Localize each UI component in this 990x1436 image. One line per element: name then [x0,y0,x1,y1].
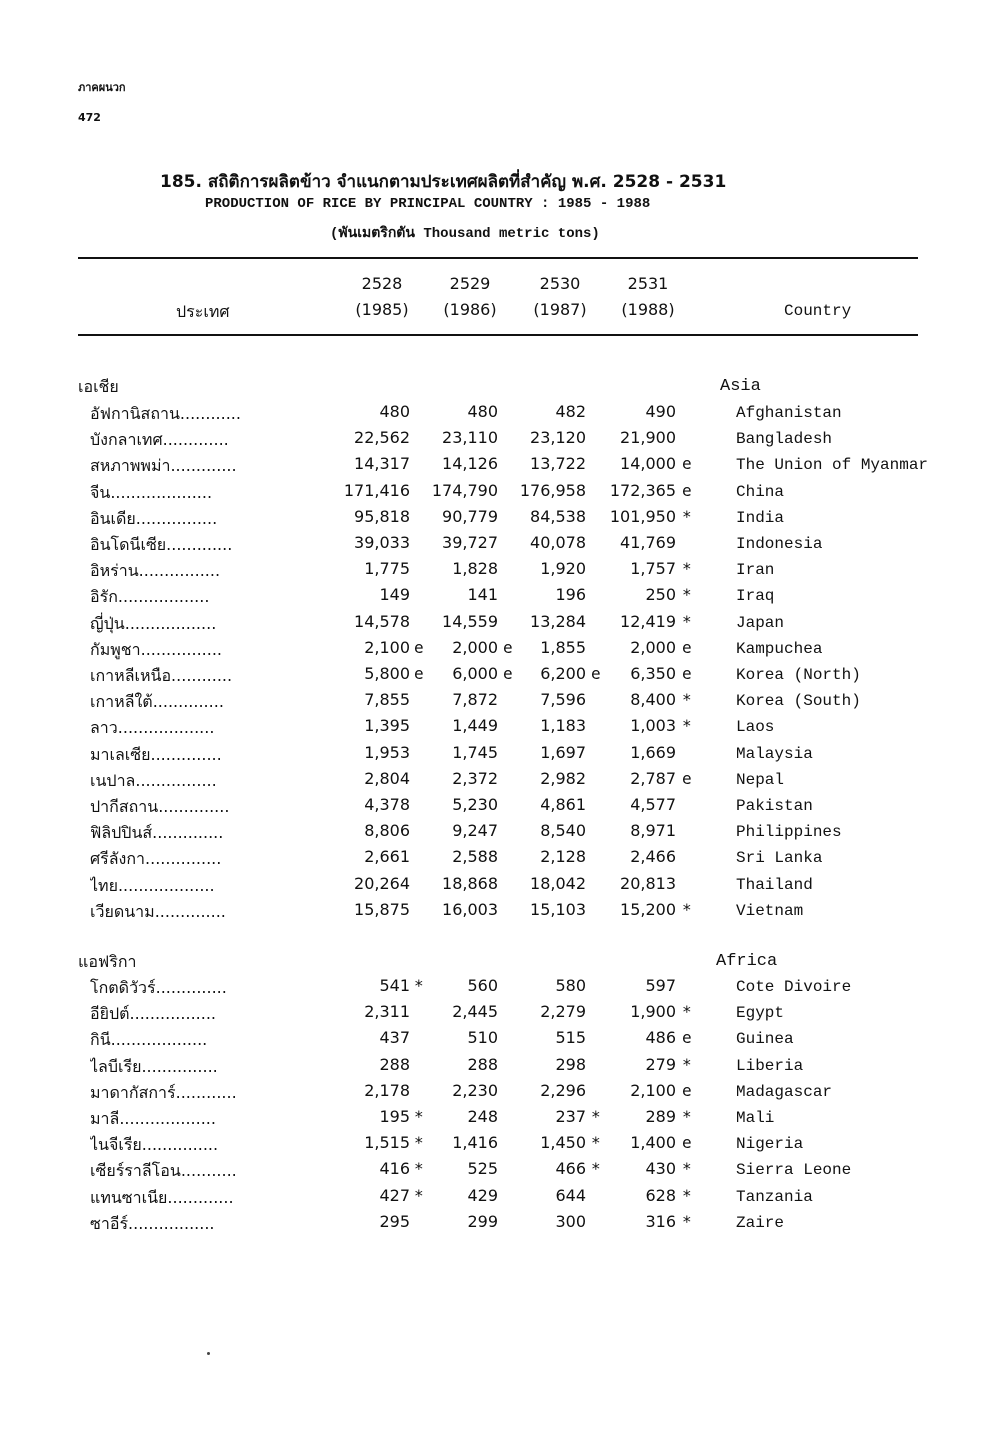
section-label: ภาคผนวก [78,81,126,94]
row-value-flag: * [682,1159,692,1178]
row-value-flag: * [682,1212,692,1231]
row-value-flag: * [414,1159,424,1178]
row-value-flag: e [682,769,692,788]
row-value: 8,971 [630,821,676,840]
row-value: 18,868 [442,874,498,893]
row-country-thai: จีน.................... [90,483,213,502]
row-value: 21,900 [620,428,676,447]
row-value: 14,126 [442,454,498,473]
row-country-english: Liberia [736,1057,804,1075]
row-country-english: Philippines [736,823,842,841]
row-value: 2,982 [540,769,586,788]
row-value: 2,230 [452,1081,498,1100]
row-country-thai: อิหร่าน................ [90,561,221,580]
row-value: 15,200 [620,900,676,919]
row-value: 2,279 [540,1002,586,1021]
row-value: 525 [467,1159,498,1178]
row-value: 23,120 [530,428,586,447]
row-value: 13,284 [530,612,586,631]
row-value: 13,722 [530,454,586,473]
row-value: 2,787 [630,769,676,788]
row-country-english: Laos [736,718,775,736]
row-value: 1,395 [364,716,410,735]
row-value: 2,445 [452,1002,498,1021]
row-value: 1,003 [630,716,676,735]
row-value-flag: e [503,664,513,683]
row-country-english: Mali [736,1109,775,1127]
row-value-flag: * [682,1107,692,1126]
row-value: 1,450 [540,1133,586,1152]
row-value: 1,920 [540,559,586,578]
row-value: 1,697 [540,743,586,762]
row-value: 480 [467,402,498,421]
row-country-english: Japan [736,614,785,632]
row-value: 16,003 [442,900,498,919]
row-value: 560 [467,976,498,995]
row-value-flag: * [591,1107,601,1126]
row-value-flag: * [682,716,692,735]
row-value-flag: * [682,585,692,604]
table-title-thai: 185. สถิติการผลิตข้าว จำแนกตามประเทศผลิตที่สำคัญ พ.ศ. 2528 - 2531 [160,172,727,192]
header-year-ce: (1985) [355,300,409,319]
region-label-thai: เอเชีย [78,377,119,396]
row-country-thai: เกาหลีเหนือ............ [90,666,233,685]
page-number: 472 [78,111,101,124]
row-value: 250 [645,585,676,604]
row-value: 2,000 [452,638,498,657]
row-country-english: Iran [736,561,775,579]
row-value-flag: e [682,1133,692,1152]
row-value: 1,745 [452,743,498,762]
row-value: 14,317 [354,454,410,473]
row-value: 7,872 [452,690,498,709]
row-value: 430 [645,1159,676,1178]
row-value: 4,378 [364,795,410,814]
row-value-flag: e [682,481,692,500]
row-country-english: Zaire [736,1214,785,1232]
row-country-english: Tanzania [736,1188,813,1206]
row-value-flag: * [682,1055,692,1074]
header-year-be: 2529 [449,274,491,293]
row-country-thai: เซียร์ราลีโอน........... [90,1161,237,1180]
row-country-thai: กัมพูชา................ [90,640,222,659]
table-unit: (พันเมตริกตัน Thousand metric tons) [330,226,600,242]
row-country-english: Sri Lanka [736,849,823,867]
row-value: 299 [467,1212,498,1231]
row-value: 196 [555,585,586,604]
row-value: 466 [555,1159,586,1178]
row-value: 510 [467,1028,498,1047]
row-value: 300 [555,1212,586,1231]
header-bottom-rule [78,334,918,336]
row-country-thai: ญี่ปุ่น.................. [90,614,217,633]
row-country-thai: อียิปต์................. [90,1004,216,1023]
row-country-thai: อินเดีย................ [90,509,218,528]
row-value: 15,875 [354,900,410,919]
row-value: 2,804 [364,769,410,788]
row-country-english: Nepal [736,771,785,789]
row-country-thai: ลาว................... [90,718,215,737]
row-value-flag: e [682,664,692,683]
row-value: 84,538 [530,507,586,526]
row-value: 597 [645,976,676,995]
row-value: 427 [379,1186,410,1205]
row-value: 23,110 [442,428,498,447]
row-value-flag: * [682,1186,692,1205]
stray-mark [207,1352,210,1355]
row-value: 39,033 [354,533,410,552]
row-value-flag: * [682,612,692,631]
row-country-thai: เกาหลีใต้.............. [90,692,224,711]
row-value-flag: * [682,559,692,578]
row-value: 14,578 [354,612,410,631]
row-value-flag: * [682,900,692,919]
row-value: 5,800 [364,664,410,683]
row-value-flag: e [414,638,424,657]
header-country-english: Country [784,302,852,320]
row-value: 8,806 [364,821,410,840]
row-country-thai: ซาอีร์................. [90,1214,215,1233]
row-value: 41,769 [620,533,676,552]
row-value: 2,100 [630,1081,676,1100]
row-value: 39,727 [442,533,498,552]
row-value-flag: e [591,664,601,683]
row-value: 6,000 [452,664,498,683]
row-value: 1,855 [540,638,586,657]
row-value-flag: * [414,1186,424,1205]
row-value: 480 [379,402,410,421]
row-value: 22,562 [354,428,410,447]
row-country-thai: มาลี................... [90,1109,216,1128]
row-value: 1,416 [452,1133,498,1152]
row-country-thai: มาเลเซีย.............. [90,745,222,764]
row-value: 288 [467,1055,498,1074]
row-value: 149 [379,585,410,604]
row-value: 2,100 [364,638,410,657]
row-value-flag: * [591,1133,601,1152]
row-country-thai: อัฟกานิสถาน............ [90,404,241,423]
row-value: 95,818 [354,507,410,526]
region-label-thai: แอฟริกา [78,952,137,971]
row-value: 2,311 [364,1002,410,1021]
row-country-thai: เวียดนาม.............. [90,902,226,921]
row-value: 14,559 [442,612,498,631]
row-country-english: Bangladesh [736,430,833,448]
row-country-english: Afghanistan [736,404,842,422]
header-country-thai: ประเทศ [176,302,230,321]
row-value: 4,577 [630,795,676,814]
header-year-ce: (1986) [443,300,497,319]
row-country-english: Kampuchea [736,640,823,658]
row-value: 7,596 [540,690,586,709]
row-country-english: Nigeria [736,1135,804,1153]
row-value: 1,449 [452,716,498,735]
row-value: 7,855 [364,690,410,709]
row-value: 171,416 [343,481,410,500]
row-value-flag: e [682,1081,692,1100]
row-value: 4,861 [540,795,586,814]
row-value: 2,466 [630,847,676,866]
row-country-thai: ไทย................... [90,876,215,895]
header-year-be: 2528 [361,274,403,293]
header-year-ce: (1987) [533,300,587,319]
row-value: 2,000 [630,638,676,657]
row-country-english: Malaysia [736,745,813,763]
row-value: 1,669 [630,743,676,762]
row-value: 90,779 [442,507,498,526]
row-value-flag: * [414,976,424,995]
row-value-flag: * [591,1159,601,1178]
row-country-english: Cote Divoire [736,978,852,996]
row-value: 1,757 [630,559,676,578]
region-label-english: Africa [716,952,778,971]
row-country-english: Guinea [736,1030,794,1048]
row-country-thai: โกตดิวัวร์.............. [90,978,227,997]
row-country-thai: ปากีสถาน.............. [90,797,230,816]
row-country-english: The Union of Myanmar [736,456,929,474]
row-country-english: Sierra Leone [736,1161,852,1179]
row-value: 486 [645,1028,676,1047]
row-country-thai: กินี................... [90,1030,208,1049]
row-value: 8,540 [540,821,586,840]
row-value-flag: e [682,454,692,473]
row-value-flag: * [682,1002,692,1021]
row-country-english: Madagascar [736,1083,833,1101]
row-value: 20,264 [354,874,410,893]
row-country-thai: ศรีลังกา............... [90,849,222,868]
row-value: 316 [645,1212,676,1231]
header-year-be: 2531 [627,274,669,293]
row-value: 580 [555,976,586,995]
row-value: 1,828 [452,559,498,578]
row-value-flag: * [682,690,692,709]
row-country-english: Korea (North) [736,666,861,684]
row-value-flag: * [682,507,692,526]
row-value: 20,813 [620,874,676,893]
row-country-thai: ฟิลิปปินส์.............. [90,823,224,842]
row-value: 2,661 [364,847,410,866]
row-value: 628 [645,1186,676,1205]
row-value: 2,178 [364,1081,410,1100]
row-value: 40,078 [530,533,586,552]
row-value-flag: * [414,1133,424,1152]
row-value-flag: * [414,1107,424,1126]
row-value: 12,419 [620,612,676,631]
row-value: 176,958 [519,481,586,500]
row-country-english: China [736,483,785,501]
row-value: 8,400 [630,690,676,709]
row-value: 195 [379,1107,410,1126]
row-country-thai: สหภาพพม่า............. [90,456,237,475]
row-value: 2,588 [452,847,498,866]
row-value: 18,042 [530,874,586,893]
row-value: 429 [467,1186,498,1205]
region-label-english: Asia [720,377,761,396]
row-country-thai: มาดากัสการ์............ [90,1083,237,1102]
row-value: 295 [379,1212,410,1231]
row-value: 2,372 [452,769,498,788]
row-value: 9,247 [452,821,498,840]
row-value: 1,900 [630,1002,676,1021]
row-value: 2,296 [540,1081,586,1100]
row-value: 101,950 [609,507,676,526]
header-year-be: 2530 [539,274,581,293]
row-country-thai: ไนจีเรีย............... [90,1135,219,1154]
table-title-english: PRODUCTION OF RICE BY PRINCIPAL COUNTRY : 1985 - 1988 [205,196,651,212]
row-value: 482 [555,402,586,421]
row-value: 15,103 [530,900,586,919]
row-value: 237 [555,1107,586,1126]
row-country-english: Thailand [736,876,813,894]
row-value: 1,400 [630,1133,676,1152]
row-value: 174,790 [431,481,498,500]
row-country-english: Egypt [736,1004,785,1022]
row-value: 437 [379,1028,410,1047]
row-value: 644 [555,1186,586,1205]
row-country-thai: บังกลาเทศ............. [90,430,229,449]
row-value: 248 [467,1107,498,1126]
row-country-english: Korea (South) [736,692,861,710]
row-value-flag: e [682,1028,692,1047]
row-value: 490 [645,402,676,421]
row-country-thai: อินโดนีเซีย............. [90,535,233,554]
row-value: 298 [555,1055,586,1074]
row-value: 1,183 [540,716,586,735]
row-value: 14,000 [620,454,676,473]
header-top-rule [78,257,918,259]
row-value: 172,365 [609,481,676,500]
row-value: 515 [555,1028,586,1047]
row-value: 141 [467,585,498,604]
row-value: 541 [379,976,410,995]
row-country-thai: อิรัก.................. [90,587,210,606]
header-year-ce: (1988) [621,300,675,319]
row-value: 1,775 [364,559,410,578]
row-country-thai: เนปาล................ [90,771,217,790]
row-value: 416 [379,1159,410,1178]
row-value: 289 [645,1107,676,1126]
row-country-english: India [736,509,785,527]
row-value: 1,515 [364,1133,410,1152]
row-value: 288 [379,1055,410,1074]
row-value: 2,128 [540,847,586,866]
row-value-flag: e [682,638,692,657]
row-value: 6,200 [540,664,586,683]
row-country-english: Indonesia [736,535,823,553]
row-value: 279 [645,1055,676,1074]
row-country-thai: แทนซาเนีย............. [90,1188,234,1207]
row-value: 6,350 [630,664,676,683]
row-country-english: Pakistan [736,797,813,815]
row-value-flag: e [414,664,424,683]
row-value-flag: e [503,638,513,657]
row-country-english: Iraq [736,587,775,605]
row-country-english: Vietnam [736,902,804,920]
row-value: 5,230 [452,795,498,814]
row-value: 1,953 [364,743,410,762]
row-country-thai: ไลบีเรีย............... [90,1057,218,1076]
